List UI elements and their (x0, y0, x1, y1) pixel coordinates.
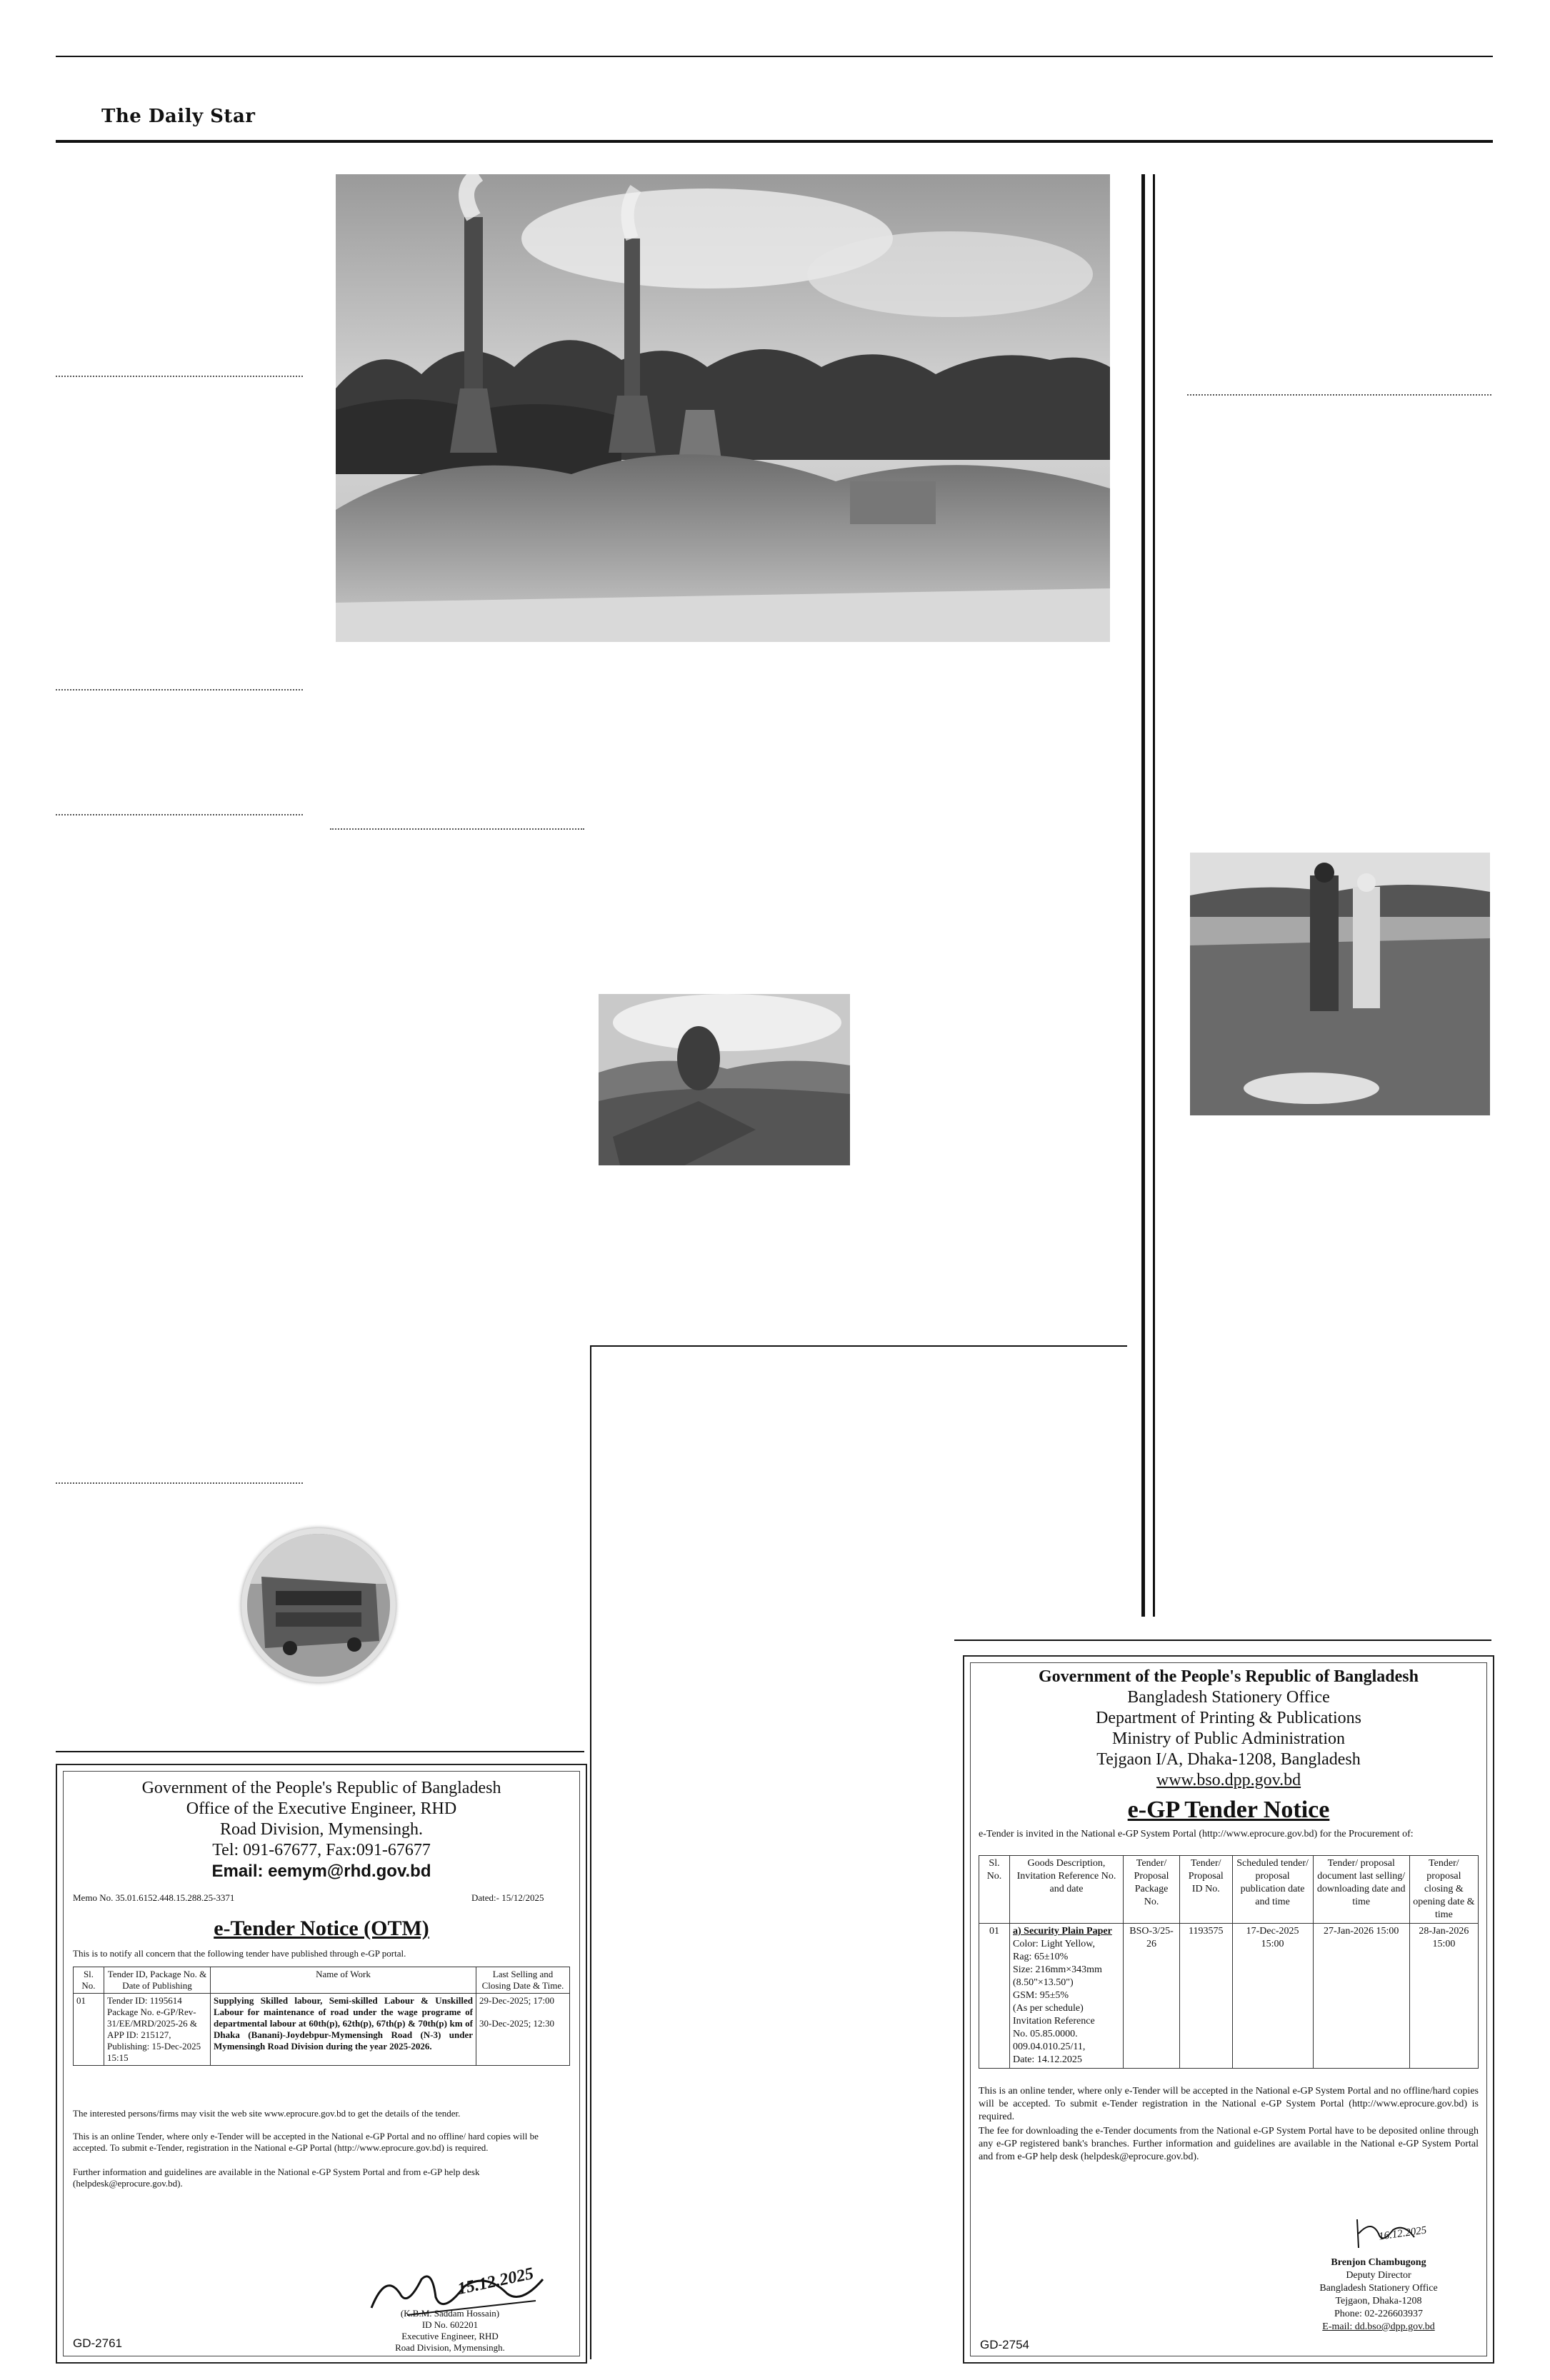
notice1-header-line-3: Road Division, Mymensingh. (219, 1820, 423, 1839)
notice2-header (979, 1667, 1479, 1791)
notice2-intro: e-Tender is invited in the National e-GP System Portal (http://www.eprocure.gov.bd) for the Procurement of: (979, 1829, 1414, 1839)
notice1-gd-number: GD-2761 (73, 2336, 122, 2350)
notice2-title: e-GP Tender Notice (1127, 1797, 1330, 1823)
notice2-header-line-4: Ministry of Public Administration (1111, 1729, 1345, 1748)
notice1-header (71, 1778, 571, 1882)
notice1-intro: This is to notify all concern that the following tender have published through e-GP portal. (73, 1948, 406, 1959)
notice2-para-2: The fee for downloading the e-Tender documents from the National e-GP System Portal have to be deposited online through any e-GP registered bank's branches. Further information and guidelines are available in the National e-GP System Portal and from e-GP help desk (helpdesk@eprocure.gov.bd). (979, 2126, 1479, 2162)
notice1-header-line-2: Office of the Executive Engineer, RHD (186, 1799, 457, 1818)
notice2-tender-table (979, 1855, 1479, 2069)
notice2-top-rule (954, 1640, 1491, 1641)
notice2-row-description (1010, 1924, 1124, 2069)
notice2-col-id: Tender/ Proposal ID No. (1180, 1856, 1232, 1924)
notice1-table-header-row (74, 1967, 570, 1994)
notice2-gd-number: GD-2754 (980, 2338, 1029, 2351)
top-rule (56, 56, 1493, 57)
notice1-signatory-line-1: (K.B.M. Saddam Hossain) (400, 2308, 500, 2319)
table-row (74, 1994, 570, 2066)
notice2-signatory-line-1: Brenjon Chambugong (1331, 2257, 1426, 2268)
table-row (979, 1924, 1479, 2069)
notice2-header-line-5: Tejgaon I/A, Dhaka-1208, Bangladesh (1096, 1750, 1361, 1769)
left-divider-2 (56, 689, 303, 691)
notice2-col-sl: Sl. No. (979, 1856, 1010, 1924)
notice2-signatory-email[interactable]: E-mail: dd.bso@dpp.gov.bd (1322, 2321, 1435, 2332)
notice1-para-1: The interested persons/firms may visit the web site www.eprocure.gov.bd to get the details of the tender. (73, 2108, 461, 2119)
notice2-col-publication: Scheduled tender/ proposal publication date and time (1232, 1856, 1313, 1924)
notice2-row-sl: 01 (979, 1924, 1010, 2069)
notice1-para-2: This is an online Tender, where only e-Tender will be accepted in the National e-GP Portal and no offline/ hard copies will be accepted. To submit e-Tender, registration in the National e-GP Portal (http://www.eprocure.gov.bd) is required. (73, 2131, 539, 2153)
column-rule-left (1141, 174, 1145, 1617)
notice1-row-work: Supplying Skilled labour, Semi-skilled Labour & Unskilled Labour for maintenance of road under the wage programe of departmental labour at 60th(p), 62th(p), 67th(p) & 70th(p) km of Dhaka (Banani)-Joydebpur-Mymensingh Road (N-3) under Mymensingh Road Division during the year 2025-2026. (211, 1994, 476, 2066)
notice2-signatory-line-4: Tejgaon, Dhaka-1208 (1335, 2296, 1422, 2306)
notice1-signature-date: 15.12.2025 (456, 2264, 536, 2299)
notice2-row-closing: 28-Jan-2026 15:00 (1409, 1924, 1478, 2069)
notice2-col-description: Goods Description, Invitation Reference No. and date (1010, 1856, 1124, 1924)
notice1-dated: Dated:- 15/12/2025 (471, 1892, 544, 1903)
notice1-header-line-4: Tel: 091-67677, Fax:091-67677 (212, 1841, 431, 1859)
notice2-desc-line-6: (As per schedule) (1013, 2003, 1084, 2014)
notice1-tender-table (73, 1967, 570, 2066)
notice2-desc-line-2: Rag: 65±10% (1013, 1952, 1069, 1962)
notice2-desc-line-7: Invitation Reference (1013, 2016, 1095, 2027)
notice2-desc-line-1: Color: Light Yellow, (1013, 1939, 1095, 1949)
left-divider-4 (56, 1482, 303, 1484)
notice2-desc-line-8: No. 05.85.0000. (1013, 2029, 1078, 2039)
notice2-row-package: BSO-3/25-26 (1124, 1924, 1180, 2069)
notice2-desc-line-3: Size: 216mm×343mm (1013, 1964, 1102, 1975)
notice1-memo: Memo No. 35.01.6152.448.15.288.25-3371 (73, 1892, 235, 1903)
notice1-signatory-line-4: Road Division, Mymensingh. (395, 2342, 505, 2353)
notice2-desc-line-4: (8.50"×13.50") (1013, 1977, 1074, 1988)
masthead-rule (56, 140, 1493, 143)
notice1-col-sl: Sl. No. (74, 1967, 104, 1994)
middle-horizontal-rule (590, 1345, 1127, 1347)
notice1-row-selling: 29-Dec-2025; 17:00 (479, 1995, 555, 2006)
notice1-col-tender: Tender ID, Package No. & Date of Publishing (104, 1967, 211, 1994)
main-photo-brick-kiln (336, 174, 1110, 642)
notice2-col-last-selling: Tender/ proposal document last selling/ downloading date and time (1313, 1856, 1409, 1924)
notice2-row-last-selling: 27-Jan-2026 15:00 (1313, 1924, 1409, 2069)
notice2-header-line-1: Government of the People's Republic of Bangladesh (1039, 1667, 1419, 1686)
middle-divider-1 (330, 828, 584, 830)
notice2-website-link[interactable]: www.bso.dpp.gov.bd (1156, 1771, 1301, 1789)
notice1-row-tender: Tender ID: 1195614 Package No. e-GP/Rev-31/EE/MRD/2025-26 & APP ID: 215127, Publishing: 15-Dec-2025 15:15 (104, 1994, 211, 2066)
notice2-header-line-3: Department of Printing & Publications (1096, 1709, 1361, 1727)
notice1-header-line-1: Government of the People's Republic of Bangladesh (141, 1779, 501, 1797)
notice2-header-line-2: Bangladesh Stationery Office (1127, 1688, 1330, 1707)
left-divider-3 (56, 814, 303, 815)
notice1-para-3: Further information and guidelines are available in the National e-GP System Portal and from e-GP help desk (helpdesk@eprocure.gov.bd). (73, 2166, 480, 2189)
notice1-row-closing: 30-Dec-2025; 12:30 (479, 2018, 555, 2029)
notice2-row-id: 1193575 (1180, 1924, 1232, 2069)
riverside-people-photo (1190, 853, 1490, 1115)
notice2-item-title: a) Security Plain Paper (1013, 1926, 1112, 1937)
notice1-row-sl: 01 (74, 1994, 104, 2066)
crop-field-photo (599, 994, 850, 1165)
notice1-signatory (357, 2308, 543, 2354)
notice1-top-rule (56, 1751, 584, 1752)
notice1-row-dates (476, 1994, 570, 2066)
notice2-col-package: Tender/ Proposal Package No. (1124, 1856, 1180, 1924)
notice2-signature-date: 16.12.2025 (1378, 2224, 1428, 2243)
notice2-row-publication: 17-Dec-2025 15:00 (1232, 1924, 1313, 2069)
notice2-signatory (1279, 2256, 1479, 2334)
notice1-col-dates: Last Selling and Closing Date & Time. (476, 1967, 570, 1994)
masthead-logo: The Daily Star (101, 106, 256, 127)
column-rule-right (1153, 174, 1155, 1617)
notice1-signatory-line-2: ID No. 602201 (421, 2319, 479, 2330)
notice2-signatory-line-2: Deputy Director (1346, 2270, 1411, 2281)
right-divider-1 (1187, 394, 1491, 396)
notice1-col-work: Name of Work (211, 1967, 476, 1994)
notice-rhd-etender (56, 1764, 587, 2364)
notice2-desc-line-10: Date: 14.12.2025 (1013, 2054, 1082, 2065)
notice1-title: e-Tender Notice (OTM) (214, 1917, 429, 1940)
notice2-col-closing: Tender/ proposal closing & opening date & time (1409, 1856, 1478, 1924)
notice-bso-egp-tender (963, 1655, 1494, 2364)
notice2-desc-line-9: 009.04.010.25/11, (1013, 2042, 1086, 2052)
notice2-para-1: This is an online tender, where only e-Tender will be accepted in the National e-GP System Portal and no offline/hard copies will be accepted. To submit e-Tender registration in the National e-GP System Portal (http://www.eprocure.gov.bd) is required. (979, 2086, 1479, 2122)
notice2-signatory-line-5: Phone: 02-226603937 (1334, 2309, 1424, 2319)
middle-vertical-rule (590, 1345, 591, 2359)
notice2-signatory-line-3: Bangladesh Stationery Office (1319, 2283, 1438, 2294)
bus-inset-photo (241, 1528, 396, 1682)
notice2-desc-line-5: GSM: 95±5% (1013, 1990, 1069, 2001)
left-divider-1 (56, 376, 303, 377)
notice2-table-header-row (979, 1856, 1479, 1924)
notice1-signatory-line-3: Executive Engineer, RHD (401, 2331, 499, 2341)
notice1-email: Email: eemym@rhd.gov.bd (211, 1862, 431, 1881)
